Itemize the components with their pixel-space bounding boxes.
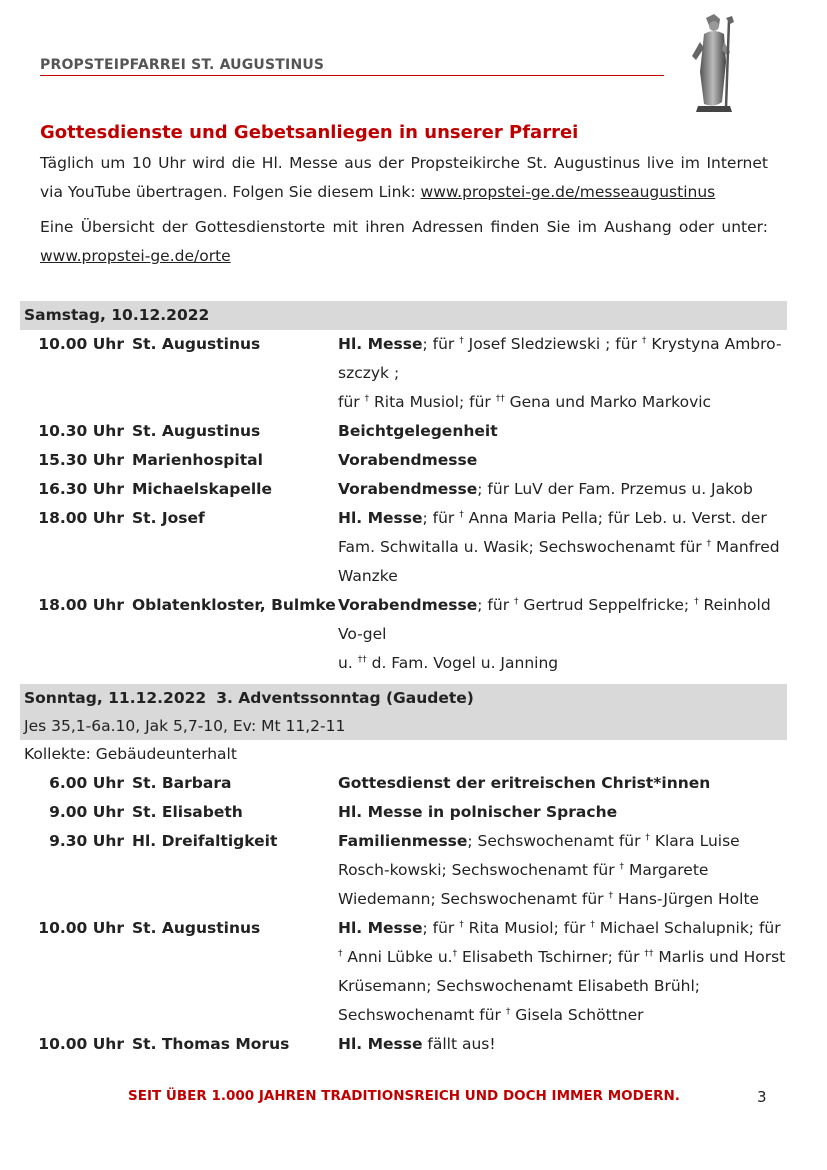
sunday-collection: Kollekte: Gebäudeunterhalt (24, 745, 237, 763)
service-description: Beichtgelegenheit (338, 422, 498, 440)
service-time: 18.00 Uhr (38, 509, 124, 527)
service-description: Vorabendmesse (338, 451, 478, 469)
livestream-link[interactable]: www.propstei-ge.de/messeaugustinus (420, 183, 716, 201)
service-description: Hl. Messe; für † Anna Maria Pella; für Leb. u. Verst. der Fam. Schwitalla u. Wasik; Sechswochenamt für † Manfred Wanzke (338, 509, 780, 585)
service-place: St. Augustinus (132, 422, 261, 440)
service-time: 10.30 Uhr (38, 422, 124, 440)
service-description: Hl. Messe in polnischer Sprache (338, 803, 618, 821)
service-row (20, 504, 787, 591)
service-place: Hl. Dreifaltigkeit (132, 832, 278, 850)
service-row (20, 591, 787, 678)
locations-link[interactable]: www.propstei-ge.de/orte (40, 247, 231, 265)
service-description: Hl. Messe; für † Rita Musiol; für † Michael Schalupnik; für † Anni Lübke u.† Elisabeth Tschirner; für †† Marlis und Horst Krüsemann; Sechswochenamt Elisabeth Brühl; Sechswochenamt für † Gisela Schöttner (338, 919, 786, 1024)
service-row (20, 446, 787, 475)
service-place: St. Thomas Morus (132, 1035, 290, 1053)
intro-paragraph-locations (40, 213, 768, 271)
service-place: Oblatenkloster, Bulmke (132, 596, 336, 614)
service-description: Hl. Messe fällt aus! (338, 1035, 496, 1053)
parish-title: PROPSTEIPFARREI ST. AUGUSTINUS (40, 57, 664, 76)
service-description: Vorabendmesse; für LuV der Fam. Przemus u. Jakob (338, 480, 753, 498)
service-row (20, 330, 787, 417)
intro-paragraph-livestream (40, 149, 768, 207)
day-header-saturday: Samstag, 10.12.2022 (20, 301, 787, 330)
service-row (20, 798, 787, 827)
sunday-date: Sonntag, 11.12.2022 (24, 689, 207, 707)
service-place: St. Barbara (132, 774, 232, 792)
service-row (20, 827, 787, 914)
footer-slogan: SEIT ÜBER 1.000 JAHREN TRADITIONSREICH UND DOCH IMMER MODERN. (128, 1088, 680, 1104)
service-description: Vorabendmesse; für † Gertrud Seppelfricke; † Reinhold Vo-gel u. †† d. Fam. Vogel u. Janning (338, 596, 771, 672)
service-row (20, 769, 787, 798)
day-header-sunday (20, 684, 787, 713)
livestream-text: Täglich um 10 Uhr wird die Hl. Messe aus der Propsteikirche St. Augustinus live im Internet via YouTube übertragen. Folgen Sie diesem Link: (40, 154, 768, 201)
service-time: 9.00 Uhr (49, 803, 124, 821)
service-place: St. Augustinus (132, 919, 261, 937)
service-time: 18.00 Uhr (38, 596, 124, 614)
service-time: 9.30 Uhr (49, 832, 124, 850)
service-place: St. Josef (132, 509, 205, 527)
service-place: Michaelskapelle (132, 480, 272, 498)
service-description: Gottesdienst der eritreischen Christ*innen (338, 774, 711, 792)
service-time: 6.00 Uhr (49, 774, 124, 792)
service-time: 10.00 Uhr (38, 335, 124, 353)
service-description: Hl. Messe; für † Josef Sledziewski ; für † Krystyna Ambro-szczyk ; für † Rita Musiol; für †† Gena und Marko Markovic (338, 335, 782, 411)
sunday-feast: 3. Adventssonntag (Gaudete) (216, 689, 474, 707)
service-row (20, 914, 787, 1030)
service-row (20, 475, 787, 504)
service-time: 10.00 Uhr (38, 919, 124, 937)
service-place: St. Elisabeth (132, 803, 243, 821)
service-schedule (20, 301, 787, 1059)
service-place: Marienhospital (132, 451, 263, 469)
service-row (20, 417, 787, 446)
service-place: St. Augustinus (132, 335, 261, 353)
service-time: 15.30 Uhr (38, 451, 124, 469)
locations-text: Eine Übersicht der Gottesdienstorte mit ihren Adressen finden Sie im Aushang oder unter: (40, 218, 768, 236)
saint-augustinus-statue-icon (686, 12, 742, 114)
section-heading: Gottesdienste und Gebetsanliegen in unserer Pfarrei (40, 122, 579, 143)
service-description: Familienmesse; Sechswochenamt für † Klara Luise Rosch-kowski; Sechswochenamt für † Margarete Wiedemann; Sechswochenamt für † Hans-Jürgen Holte (338, 832, 760, 908)
service-row (20, 1030, 787, 1059)
service-time: 16.30 Uhr (38, 480, 124, 498)
service-time: 10.00 Uhr (38, 1035, 124, 1053)
page-number: 3 (757, 1088, 767, 1106)
sunday-readings: Jes 35,1-6a.10, Jak 5,7-10, Ev: Mt 11,2-11 (20, 713, 787, 740)
